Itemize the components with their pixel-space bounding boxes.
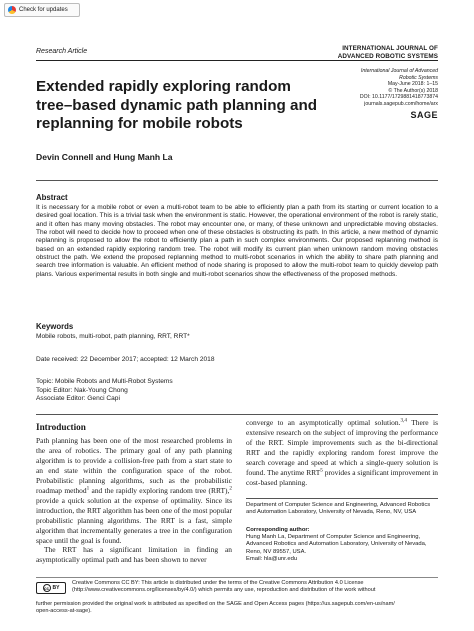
citation-link[interactable]: 1	[86, 485, 90, 492]
abstract-text: It is necessary for a mobile robot or even a multi-robot team to be able to efficiently plan a path from its starting or current location to a desired goal location. This is a trivial task when the environment is static. However, the operational environment of the robot is rarely static, and it often has many moving obstacles. The robot may encounter one, or many, of these unknown and unpredictable moving obstacles. The robot will need to decide how to proceed when one of these obstacles is obstructing its path. In this article, a new method of dynamic replanning is proposed to allow the robot to efficiently plan a path in such complex environments. Our proposed replanning method is based on an extended rapidly exploring random tree. The robot will modify its current plan when unknown random moving obstacles obstruct the path. We extend the proposed replanning method to multi-robot scenarios in which the ability to share path planning and search tree information is valuable. An efficient method of node sharing is proposed to allow the multi-robot team to quickly develop path plans. Various experimental results in both single and multi-robot scenarios show the effectiveness of the proposed methods.	[36, 204, 438, 278]
body-column-right: converge to an asymptotically optimal solution.$^{3,4}$ There is extensive research on the subject of improving the performance of the RRT. Simple improvements such as the bi-directional RRT and the rapidly exploring random forest improve the search coverage and speed at which a single-query solution is found. The anytime RRT$^5$ provides a significant improvement in cost-based planning.	[246, 417, 438, 487]
journal-name-line1: INTERNATIONAL JOURNAL OF	[342, 45, 438, 52]
paper-title: Extended rapidly exploring random tree–based dynamic path planning and replanning for mobile robots	[36, 78, 318, 132]
check-for-updates-badge[interactable]	[4, 3, 80, 17]
by-label: BY	[52, 585, 60, 591]
meta-doi[interactable]: DOI: 10.1177/1729881418773874	[359, 94, 438, 101]
received-dates: Date received: 22 December 2017; accepted: 12 March 2018	[36, 356, 215, 363]
keywords-heading: Keywords	[36, 322, 74, 331]
corresponding-author-heading: Corresponding author:	[246, 527, 310, 533]
citation-link[interactable]: 3,4	[400, 417, 407, 424]
topic-editors	[36, 378, 173, 404]
license-rule	[36, 577, 438, 578]
license-line[interactable]: further permission provided the original work is attributed as specified on the SAGE and Open Access pages (https://us.sagepub.com/en-us/nam/	[36, 601, 395, 607]
journal-meta	[360, 68, 438, 108]
meta-journal-line2: Robotic Systems	[399, 74, 438, 81]
corresponding-line: Advanced Robotics and Automation Laboratory, University of Nevada,	[246, 541, 427, 548]
license-text-cont	[36, 601, 438, 615]
check-for-updates-label: Check for updates	[19, 7, 68, 13]
article-type: Research Article	[36, 48, 88, 55]
topic-editor-line: Topic Editor: Nak-Young Chong	[36, 386, 128, 394]
journal-name	[338, 45, 438, 60]
crossmark-icon	[8, 6, 16, 14]
abstract-heading: Abstract	[36, 193, 68, 202]
meta-copyright: © The Author(s) 2018	[388, 87, 438, 94]
license-line: Creative Commons CC BY: This article is distributed under the terms of the Creative Commons Attribution 4.0 License	[72, 580, 364, 586]
introduction-heading: Introduction	[36, 422, 86, 432]
corresponding-line: Reno, NV 89557, USA.	[246, 548, 307, 555]
meta-journal-line1: International Journal of Advanced	[360, 68, 438, 74]
corresponding-email[interactable]: Email: hla@unr.edu	[246, 556, 298, 563]
topic-line: Topic: Mobile Robots and Multi-Robot Systems	[36, 378, 173, 385]
corresponding-author	[246, 534, 438, 564]
paragraph: Path planning has been one of the most researched problems in the area of robotics. The primary goal of any path planning algorithm is to provide a collision-free path from a start state to an end state within the configuration space of the robot. Probabilistic planning algorithms, such as the probabilistic roadmap method$^1$ and the rapidly exploring random tree (RRT),$^2$ provide a quick solution at the expense of optimality. Since its introduction, the RRT algorithm has been one of the most popular probabilistic planning algorithms. The RRT is a fast, simple algorithm that incrementally generates a tree in the configuration space until the goal is found.	[36, 436, 232, 545]
license-link[interactable]: (http://www.creativecommons.org/licenses/by/4.0/) which permits any use, reproduction and distribution of the work without	[72, 587, 376, 594]
divider	[36, 180, 438, 181]
cc-icon: cc	[43, 585, 50, 591]
keywords-text: Mobile robots, multi-robot, path planning, RRT, RRT*	[36, 333, 190, 340]
meta-journal-url[interactable]: journals.sagepub.com/home/arx	[364, 100, 438, 107]
sage-logo: SAGE	[410, 110, 438, 120]
journal-name-line2: ADVANCED ROBOTIC SYSTEMS	[337, 52, 438, 60]
meta-issue: May-June 2018: 1–15	[387, 81, 438, 88]
license-text	[72, 580, 438, 594]
corresponding-line: Hung Manh La, Department of Computer Science and Engineering,	[246, 534, 421, 540]
footnote-rule	[246, 498, 438, 499]
cc-by-icon[interactable]	[36, 582, 66, 594]
body-column-left	[36, 436, 232, 565]
citation-link[interactable]: 2	[229, 485, 232, 492]
associate-editor-line: Associate Editor: Genci Capi	[36, 395, 120, 403]
paragraph: The RRT has a significant limitation in finding an asymptotically optimal path and has been shown to never	[36, 545, 232, 565]
affiliation: Department of Computer Science and Engineering, Advanced Robotics and Automation Laboratory, University of Nevada, Reno, NV, USA	[246, 502, 431, 516]
authors: Devin Connell and Hung Manh La	[36, 152, 173, 162]
divider	[36, 414, 438, 415]
license-line[interactable]: open-access-at-sage).	[36, 608, 92, 615]
citation-link[interactable]: 5	[320, 467, 323, 474]
header-rule	[36, 60, 438, 61]
